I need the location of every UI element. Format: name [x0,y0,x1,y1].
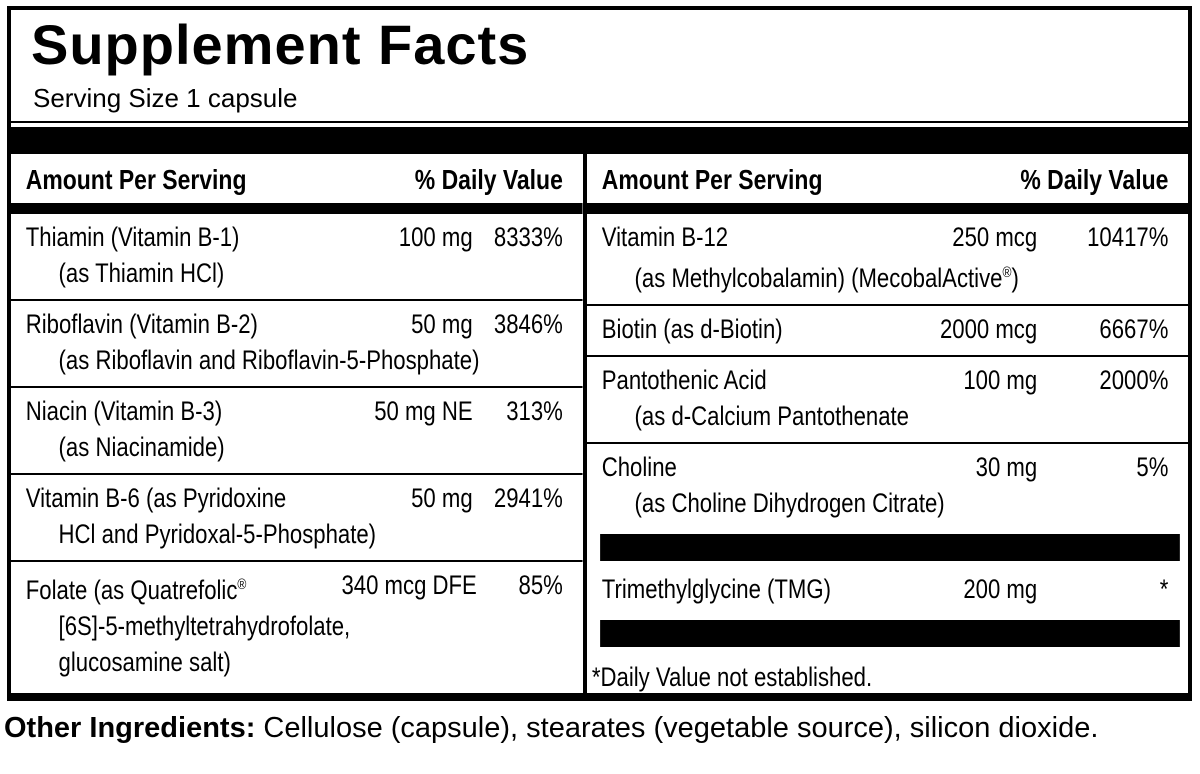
nutrient-row [11,214,583,299]
nutrient-daily-value: 3846% [493,309,563,340]
nutrient-amount: 50 mg [411,309,473,340]
nutrient-row [587,304,1188,355]
nutrient-name: Vitamin B-12 [601,222,729,253]
nutrient-amount: 50 mg NE [374,396,473,427]
nutrient-daily-value: 6667% [1099,314,1169,345]
thin-rule [11,121,1188,123]
daily-value-header: % Daily Value [1020,164,1169,196]
nutrient-daily-value: 2000% [1099,365,1169,396]
thick-bar-top [11,127,1188,154]
thick-bar-under-header [587,203,1188,214]
registered-mark: ® [1002,265,1012,282]
thick-bar-under-header [11,203,583,214]
nutrient-row [11,560,583,688]
nutrient-row [587,355,1188,442]
nutrient-name: Niacin (Vitamin B-3) [25,396,223,427]
nutrient-row [11,386,583,473]
nutrient-daily-value: 2941% [493,483,563,514]
amount-per-serving-header: Amount Per Serving [601,164,823,196]
column-header [11,154,583,203]
nutrient-daily-value: * [1159,574,1169,605]
nutrient-source: (as Riboflavin and Riboflavin-5-Phosphate) [58,345,480,376]
nutrient-source: [6S]-5-methyltetrahydrofolate, [58,611,351,642]
daily-value-footnote: *Daily Value not established. [591,662,873,693]
nutrient-amount: 250 mcg [952,222,1038,253]
other-ingredients-label: Other Ingredients: [4,712,256,744]
section-divider-bar [600,620,1180,647]
nutrient-row [587,214,1188,304]
nutrient-amount: 340 mcg DFE [341,570,477,601]
serving-size: Serving Size 1 capsule [33,83,298,114]
nutrient-amount: 2000 mcg [939,314,1038,345]
amount-per-serving-header: Amount Per Serving [25,164,247,196]
nutrient-name: Choline [601,452,677,483]
nutrient-source: (as Niacinamide) [58,432,225,463]
nutrient-daily-value: 313% [506,396,563,427]
nutrient-columns [11,154,1188,693]
section-divider-bar [600,534,1180,561]
rows [11,214,583,688]
nutrient-name: Folate (as Quatrefolic® [25,575,247,606]
nutrient-name: Trimethylglycine (TMG) [601,574,831,605]
nutrient-amount: 100 mg [398,222,473,253]
other-ingredients-text: Cellulose (capsule), stearates (vegetable source), silicon dioxide. [255,712,1099,744]
nutrient-amount: 30 mg [975,452,1038,483]
panel-title: Supplement Facts [31,13,530,76]
nutrient-daily-value: 8333% [493,222,563,253]
nutrient-source: (as d-Calcium Pantothenate [634,401,910,432]
supplement-facts-panel [7,6,1192,701]
column-left [11,154,583,693]
nutrient-amount: 50 mg [411,483,473,514]
nutrient-source: HCl and Pyridoxal-5-Phosphate) [58,519,377,550]
nutrient-row [587,566,1188,615]
rows [587,214,1188,693]
nutrient-name: Thiamin (Vitamin B-1) [25,222,240,253]
other-ingredients [4,710,1196,748]
registered-mark: ® [237,577,247,594]
nutrient-name: Riboflavin (Vitamin B-2) [25,309,258,340]
nutrient-source: (as Thiamin HCl) [58,258,225,289]
nutrient-row [11,299,583,386]
nutrient-source: (as Methylcobalamin) (MecobalActive®) [634,263,1019,294]
daily-value-header: % Daily Value [414,164,563,196]
column-header [587,154,1188,203]
nutrient-name: Biotin (as d-Biotin) [601,314,783,345]
nutrient-name: Vitamin B-6 (as Pyridoxine [25,483,287,514]
nutrient-amount: 200 mg [963,574,1038,605]
nutrient-daily-value: 5% [1136,452,1169,483]
nutrient-source: (as Choline Dihydrogen Citrate) [634,488,945,519]
nutrient-daily-value: 85% [518,570,563,601]
nutrient-name: Pantothenic Acid [601,365,767,396]
column-right [587,154,1188,693]
nutrient-row [11,473,583,560]
nutrient-amount: 100 mg [963,365,1038,396]
nutrient-source: glucosamine salt) [58,647,231,678]
nutrient-daily-value: 10417% [1087,222,1169,253]
nutrient-row [587,442,1188,529]
